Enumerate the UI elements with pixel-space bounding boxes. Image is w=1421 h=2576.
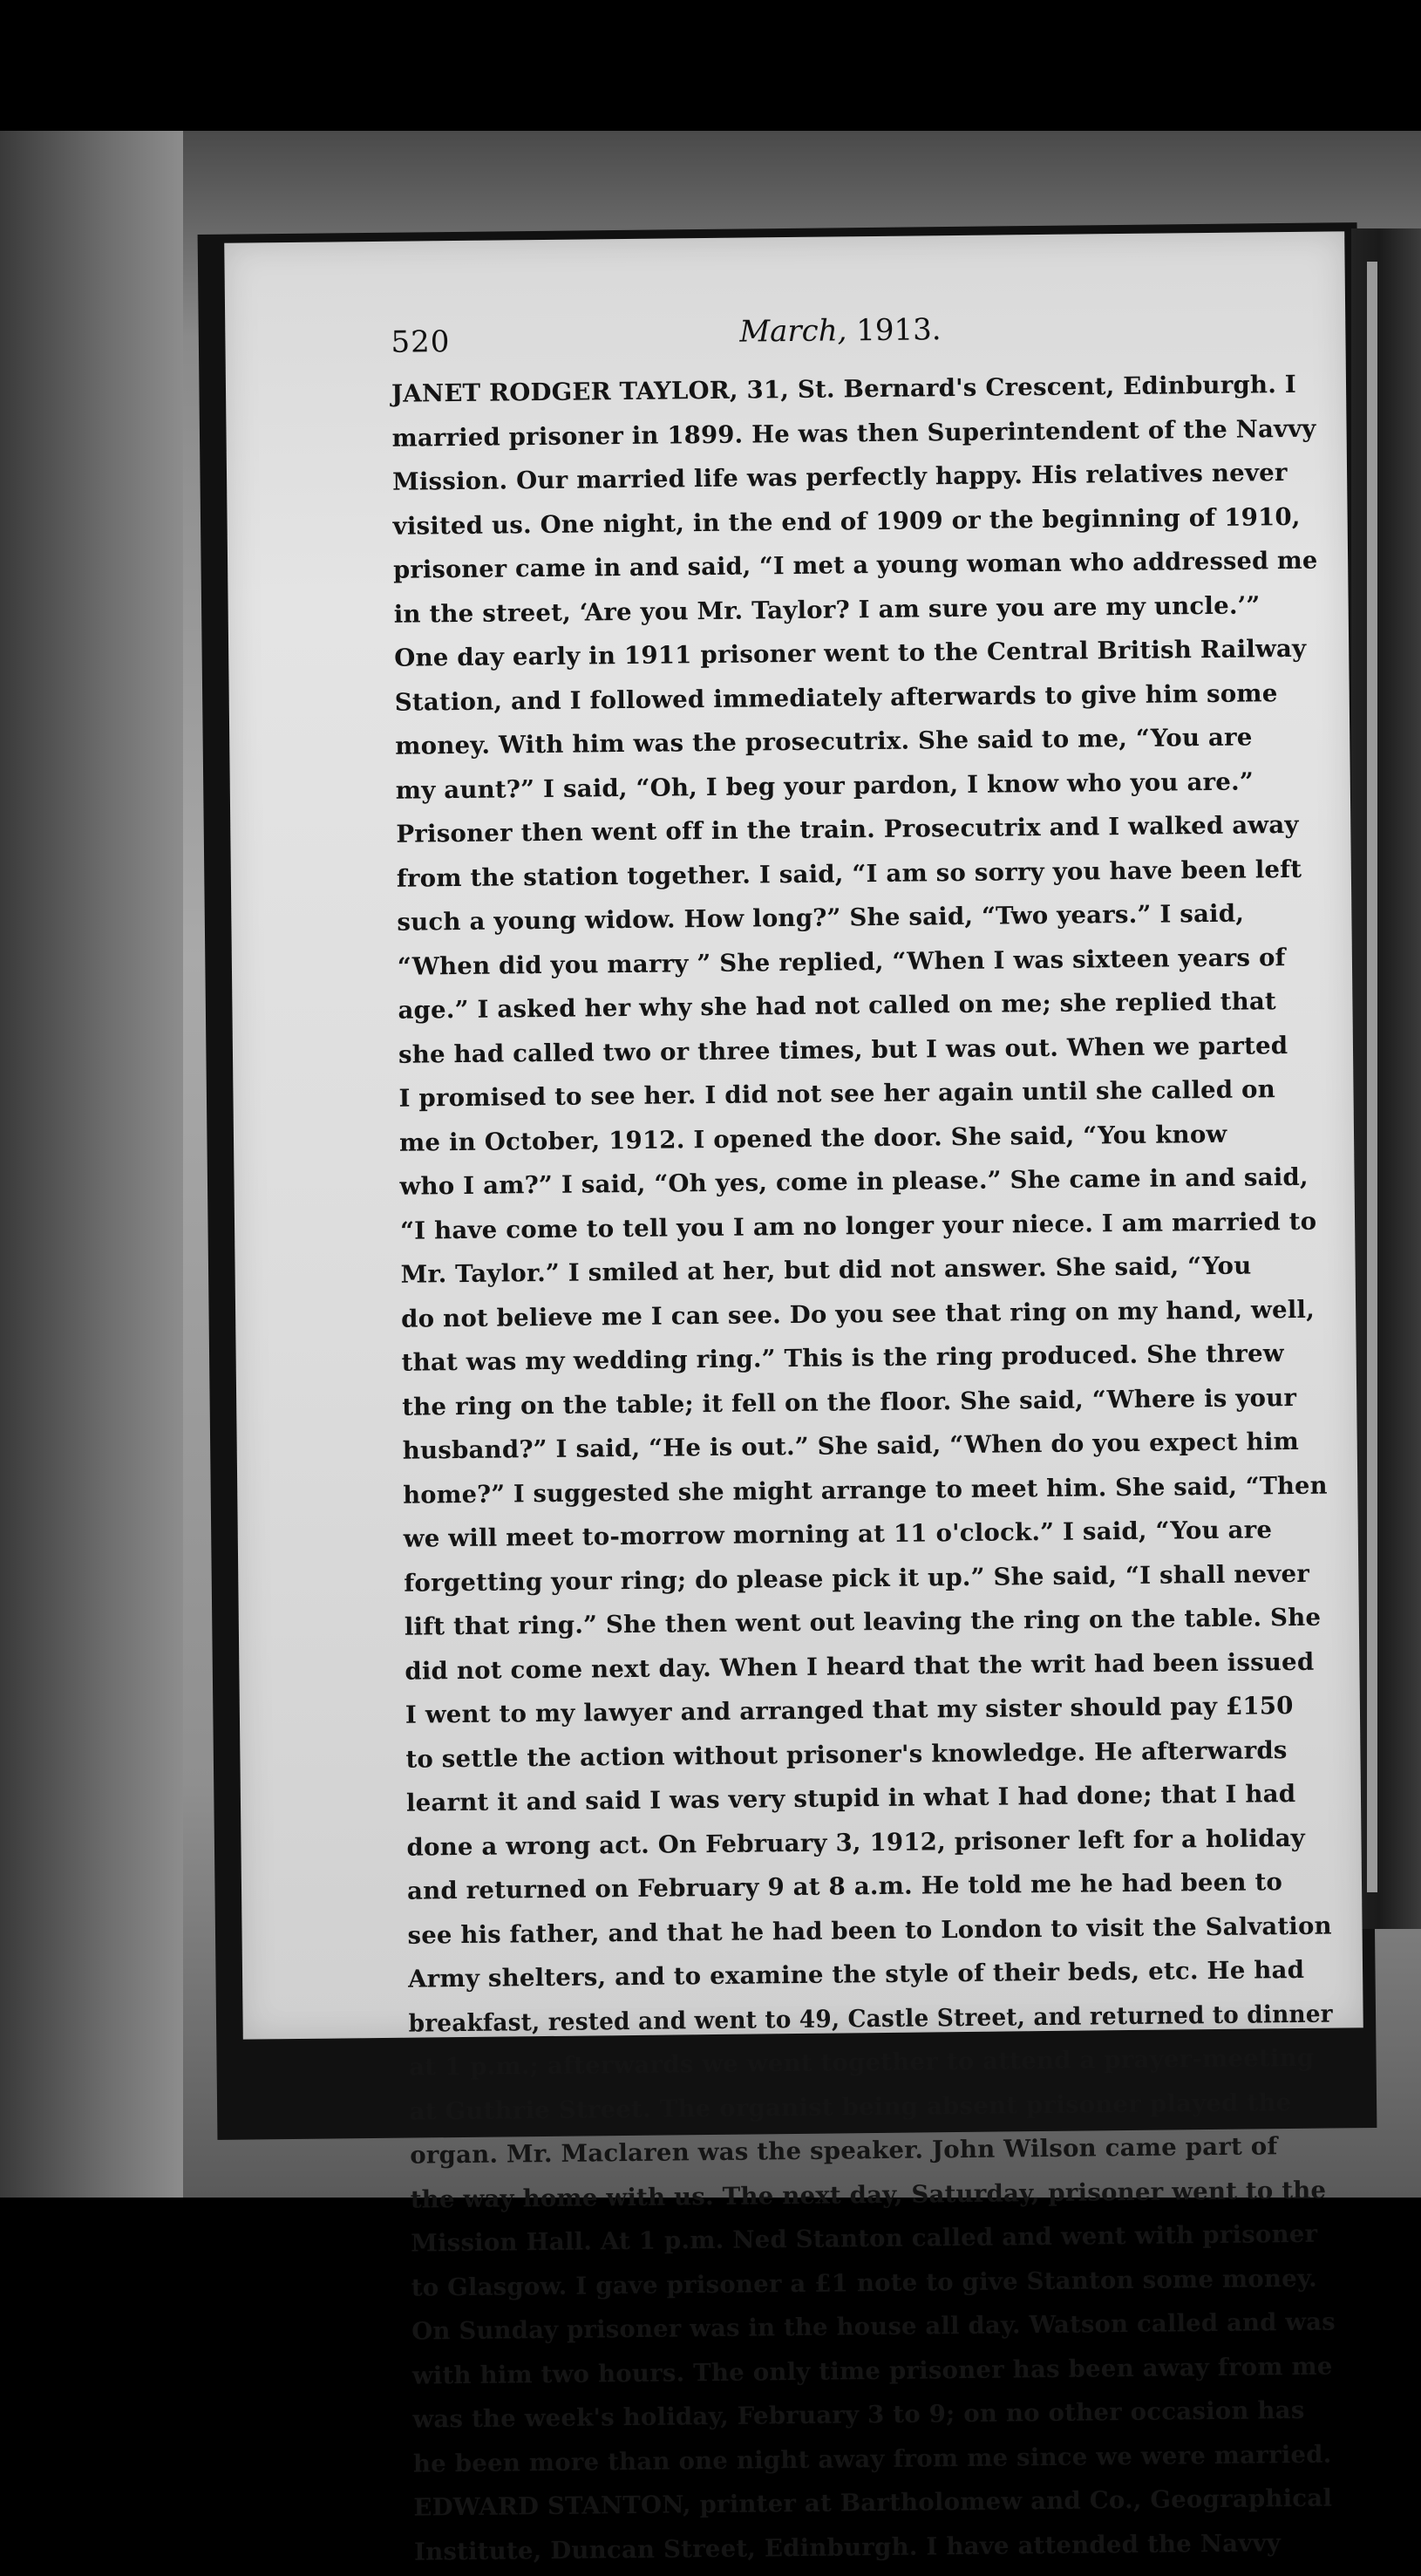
text-line: did not come next day. When I heard that the writ had been issued — [405, 1646, 1315, 1686]
text-line: JANET RODGER TAYLOR, 31, St. Bernard's Crescent, Edinburgh. I — [391, 369, 1297, 408]
header-month: March, — [739, 313, 847, 350]
text-line: see his father, and that he had been to London to visit the Salvation — [407, 1911, 1332, 1950]
book-spine — [1351, 228, 1421, 1929]
text-line: at Guthrie Street. The organist being absent prisoner played the — [409, 2087, 1292, 2126]
text-line: money. With him was the prosecutrix. She said to me, “You are — [395, 722, 1253, 760]
running-header — [225, 308, 1345, 363]
text-line: breakfast, rested and went to 49, Castle Street, and returned to dinner — [408, 1999, 1333, 2038]
text-line: he been more than one night away from me since we were married. — [412, 2439, 1332, 2478]
text-line: me in October, 1912. I opened the door. She said, “You know — [398, 1119, 1227, 1157]
text-line: and returned on February 9 at 8 a.m. He told me he had been to — [406, 1867, 1283, 1905]
text-line: my aunt?” I said, “Oh, I beg your pardon, I know who you are.” — [395, 766, 1254, 805]
text-line: was the week's holiday, February 3 to 9; on no other occasion has — [412, 2395, 1305, 2434]
text-line: to settle the action without prisoner's knowledge. He afterwards — [405, 1734, 1288, 1774]
text-line: “When did you marry ” She replied, “When I was sixteen years of — [397, 942, 1286, 981]
page-body-text — [391, 363, 1338, 2574]
text-line: she had called two or three times, but I was out. When we parted — [398, 1030, 1288, 1069]
text-line: Mr. Taylor.” I smiled at her, but did not answer. She said, “You — [400, 1251, 1252, 1289]
text-line: from the station together. I said, “I am so sorry you have been left — [396, 854, 1302, 893]
text-line: Army shelters, and to examine the style of their beds, etc. He had — [407, 1954, 1305, 1993]
text-line: with him two hours. The only time prisoner has been away from me — [411, 2351, 1333, 2390]
text-line: EDWARD STANTON, printer at Bartholomew and Co., Geographical — [413, 2483, 1333, 2522]
text-line: done a wrong act. On February 3, 1912, prisoner left for a holiday — [406, 1823, 1306, 1862]
text-line: that was my wedding ring.” This is the ring produced. She threw — [401, 1339, 1284, 1377]
text-line: husband?” I said, “He is out.” She said, “When do you expect him — [402, 1426, 1300, 1465]
text-line: On Sunday prisoner was in the house all day. Watson called and was — [411, 2307, 1336, 2346]
text-line: learnt it and said I was very stupid in what I had done; that I had — [405, 1779, 1296, 1817]
text-line: visited us. One night, in the end of 1909 or the beginning of 1910, — [392, 501, 1301, 541]
text-line: I promised to see her. I did not see her again until she called on — [398, 1074, 1276, 1113]
text-line: the way home with us. The next day, Saturday, prisoner went to the — [410, 2175, 1327, 2214]
text-line: Station, and I followed immediately afterwards to give him some — [394, 678, 1278, 717]
text-line: home?” I suggested she might arrange to meet him. She said, “Then — [403, 1470, 1328, 1509]
text-line: to Glasgow. I gave prisoner a £1 note to give Stanton some money. — [411, 2263, 1317, 2302]
text-line: Prisoner then went off in the train. Prosecutrix and I walked away — [396, 809, 1299, 848]
backdrop-left-shadow — [0, 131, 183, 2198]
text-line: who I am?” I said, “Oh yes, come in please.” She came in and said, — [399, 1162, 1309, 1201]
text-line: I went to my lawyer and arranged that my sister should pay £150 — [405, 1691, 1294, 1729]
text-line: we will meet to-morrow morning at 11 o'clock.” I said, “You are — [403, 1515, 1273, 1553]
text-line: age.” I asked her why she had not called on me; she replied that — [398, 986, 1277, 1025]
text-line: organ. Mr. Maclaren was the speaker. John Wilson came part of — [410, 2131, 1278, 2170]
text-line: at 1 p.m.; afterwards we went together to attend a prayer-meeting — [408, 2042, 1315, 2082]
text-line: the ring on the table; it fell on the floor. She said, “Where is your — [402, 1382, 1297, 1421]
text-line: “I have come to tell you I am no longer your niece. I am married to — [399, 1206, 1317, 1245]
text-line: married prisoner in 1899. He was then Superintendent of the Navvy — [391, 413, 1316, 453]
text-line: in the street, ‘Are you Mr. Taylor? I am sure you are my uncle.’” — [393, 589, 1261, 629]
next-page-edge — [1367, 262, 1377, 1892]
document-page — [224, 231, 1363, 2566]
text-line: Mission. Our married life was perfectly happy. His relatives never — [391, 458, 1288, 496]
text-line: do not believe me I can see. Do you see that ring on my hand, well, — [400, 1294, 1316, 1333]
text-line: prisoner came in and said, “I met a young woman who addressed me — [393, 545, 1318, 584]
header-date — [739, 312, 942, 349]
text-line: forgetting your ring; do please pick it up.” She said, “I shall never — [404, 1558, 1310, 1598]
text-line: Institute, Duncan Street, Edinburgh. I have attended the Navvy — [413, 2527, 1282, 2566]
text-line: Mission Hall. At 1 p.m. Ned Stanton called and went with prisoner — [411, 2218, 1318, 2258]
page-number: 520 — [391, 324, 451, 360]
text-line: such a young widow. How long?” She said, “Two years.” I said, — [397, 898, 1245, 937]
text-line: lift that ring.” She then went out leaving the ring on the table. She — [404, 1602, 1322, 1641]
text-line: One day early in 1911 prisoner went to the Central British Railway — [394, 633, 1307, 672]
header-year: 1913. — [856, 312, 942, 349]
